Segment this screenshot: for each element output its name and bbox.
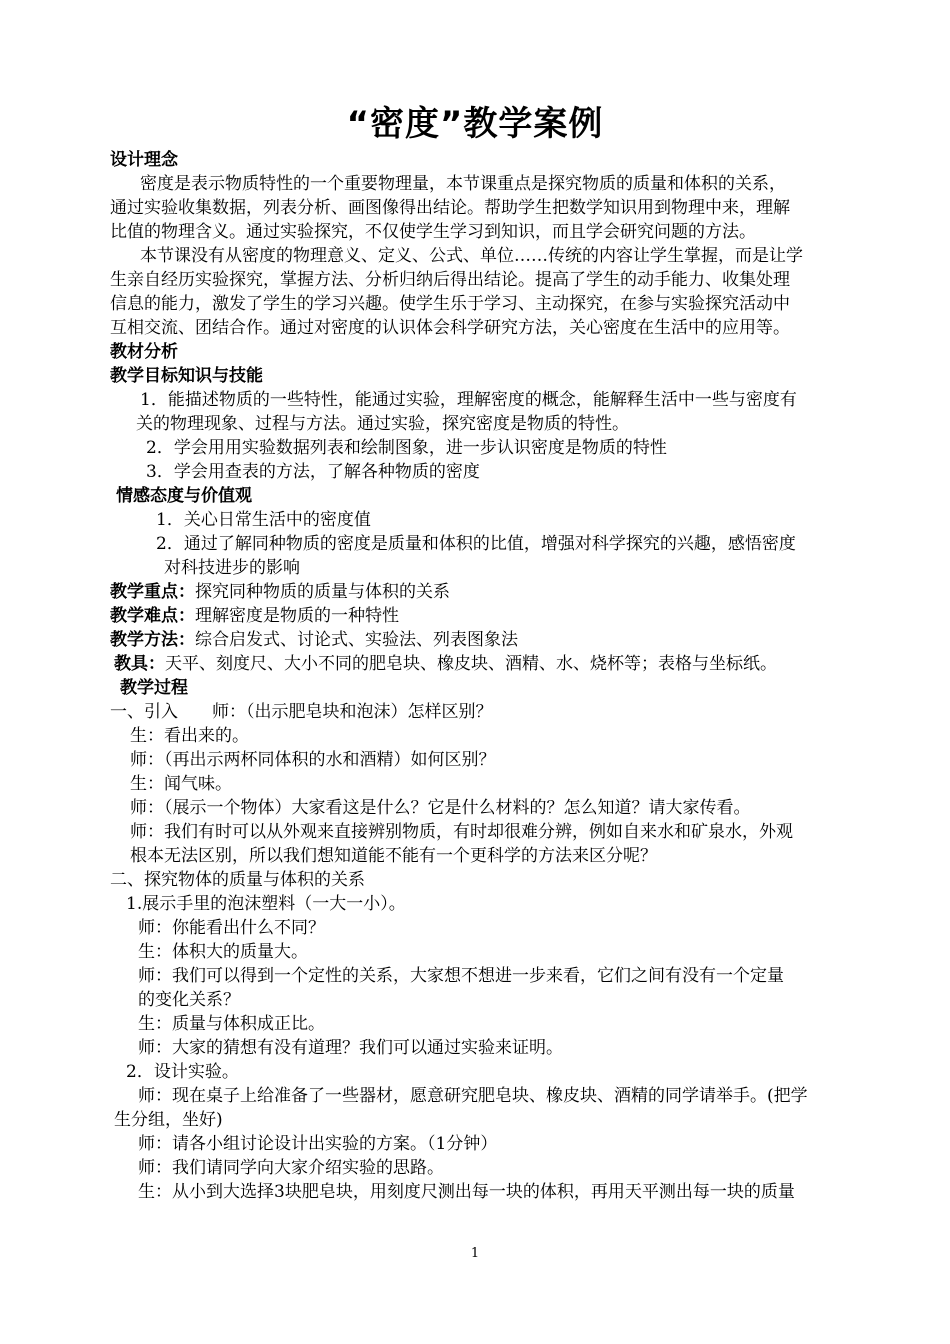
text-line: 生：闻气味。 xyxy=(130,774,232,794)
line-label: 教学难点： xyxy=(110,606,195,626)
text-line: 的变化关系？ xyxy=(138,990,240,1010)
line-text: 探究同种物质的质量与体积的关系 xyxy=(195,582,450,602)
section-heading: 情感态度与价值观 xyxy=(116,486,252,506)
line-text: 综合启发式、讨论式、实验法、列表图象法 xyxy=(195,630,518,650)
section-heading: 教材分析 xyxy=(110,342,178,362)
text-line: 师：你能看出什么不同？ xyxy=(138,918,325,938)
text-line: 师：我们可以得到一个定性的关系，大家想不想进一步来看，它们之间有没有一个定量 xyxy=(138,966,784,986)
text-line: 比值的物理含义。通过实验探究，不仅使学生学习到知识，而且学会研究问题的方法。 xyxy=(110,222,756,242)
text-line: 师：现在桌子上给准备了一些器材，愿意研究肥皂块、橡皮块、酒精的同学请举手。(把学 xyxy=(138,1086,808,1106)
text-line: 生：体积大的质量大。 xyxy=(138,942,308,962)
labeled-line xyxy=(110,628,518,652)
text-line: 师：请各小组讨论设计出实验的方案。（1分钟） xyxy=(138,1134,498,1154)
text-line: 互相交流、团结合作。通过对密度的认识体会科学研究方法，关心密度在生活中的应用等。 xyxy=(110,318,790,338)
text-line: 关的物理现象、过程与方法。通过实验，探究密度是物质的特性。 xyxy=(136,414,629,434)
text-line: 一、引入 师：（出示肥皂块和泡沫）怎样区别？ xyxy=(110,702,493,722)
text-line: 生：看出来的。 xyxy=(130,726,249,746)
text-line: 二、探究物体的质量与体积的关系 xyxy=(110,870,365,890)
page-number: 1 xyxy=(470,1246,480,1261)
line-label: 教具： xyxy=(114,654,165,674)
text-line: 对科技进步的影响 xyxy=(164,558,300,578)
text-line: 师：（展示一个物体）大家看这是什么？它是什么材料的？怎么知道？请大家传看。 xyxy=(130,798,751,818)
text-line: 3．学会用查表的方法，了解各种物质的密度 xyxy=(146,462,480,482)
page-title: “密度”教学案例 xyxy=(346,104,604,144)
text-line: 师：（再出示两杯同体积的水和酒精）如何区别？ xyxy=(130,750,496,770)
text-line: 2．设计实验。 xyxy=(126,1062,239,1082)
text-line: 2．通过了解同种物质的密度是质量和体积的比值，增强对科学探究的兴趣，感悟密度 xyxy=(156,534,796,554)
section-heading: 教学过程 xyxy=(120,678,188,698)
text-line: 密度是表示物质特性的一个重要物理量，本节课重点是探究物质的质量和体积的关系， xyxy=(140,174,786,194)
text-line: 生分组，坐好) xyxy=(114,1110,223,1130)
text-line: 生亲自经历实验探究，掌握方法、分析归纳后得出结论。提高了学生的动手能力、收集处理 xyxy=(110,270,790,290)
labeled-line xyxy=(110,604,399,628)
line-label: 教学方法： xyxy=(110,630,195,650)
text-line: 信息的能力，激发了学生的学习兴趣。使学生乐于学习、主动探究，在参与实验探究活动中 xyxy=(110,294,790,314)
text-line: 根本无法区别，所以我们想知道能不能有一个更科学的方法来区分呢？ xyxy=(130,846,657,866)
line-label: 教学重点： xyxy=(110,582,195,602)
labeled-line xyxy=(114,652,777,676)
section-heading: 教学目标知识与技能 xyxy=(110,366,263,386)
line-text: 理解密度是物质的一种特性 xyxy=(195,606,399,626)
text-line: 1．关心日常生活中的密度值 xyxy=(156,510,371,530)
line-text: 天平、刻度尺、大小不同的肥皂块、橡皮块、酒精、水、烧杯等；表格与坐标纸。 xyxy=(165,654,777,674)
text-line: 师：我们有时可以从外观来直接辨别物质，有时却很难分辨，例如自来水和矿泉水，外观 xyxy=(130,822,793,842)
text-line: 生：质量与体积成正比。 xyxy=(138,1014,325,1034)
section-heading: 设计理念 xyxy=(110,150,178,170)
text-line: 2．学会用用实验数据列表和绘制图象，进一步认识密度是物质的特性 xyxy=(146,438,667,458)
text-line: 1.展示手里的泡沫塑料（一大一小）。 xyxy=(126,894,406,914)
labeled-line xyxy=(110,580,450,604)
text-line: 通过实验收集数据，列表分析、画图像得出结论。帮助学生把数学知识用到物理中来，理解 xyxy=(110,198,790,218)
text-line: 师：我们请同学向大家介绍实验的思路。 xyxy=(138,1158,444,1178)
text-line: 1．能描述物质的一些特性，能通过实验，理解密度的概念，能解释生活中一些与密度有 xyxy=(140,390,797,410)
text-line: 本节课没有从密度的物理意义、定义、公式、单位……传统的内容让学生掌握，而是让学 xyxy=(140,246,803,266)
text-line: 生：从小到大选择3块肥皂块，用刻度尺测出每一块的体积，再用天平测出每一块的质量 xyxy=(138,1182,795,1202)
text-line: 师：大家的猜想有没有道理？我们可以通过实验来证明。 xyxy=(138,1038,563,1058)
